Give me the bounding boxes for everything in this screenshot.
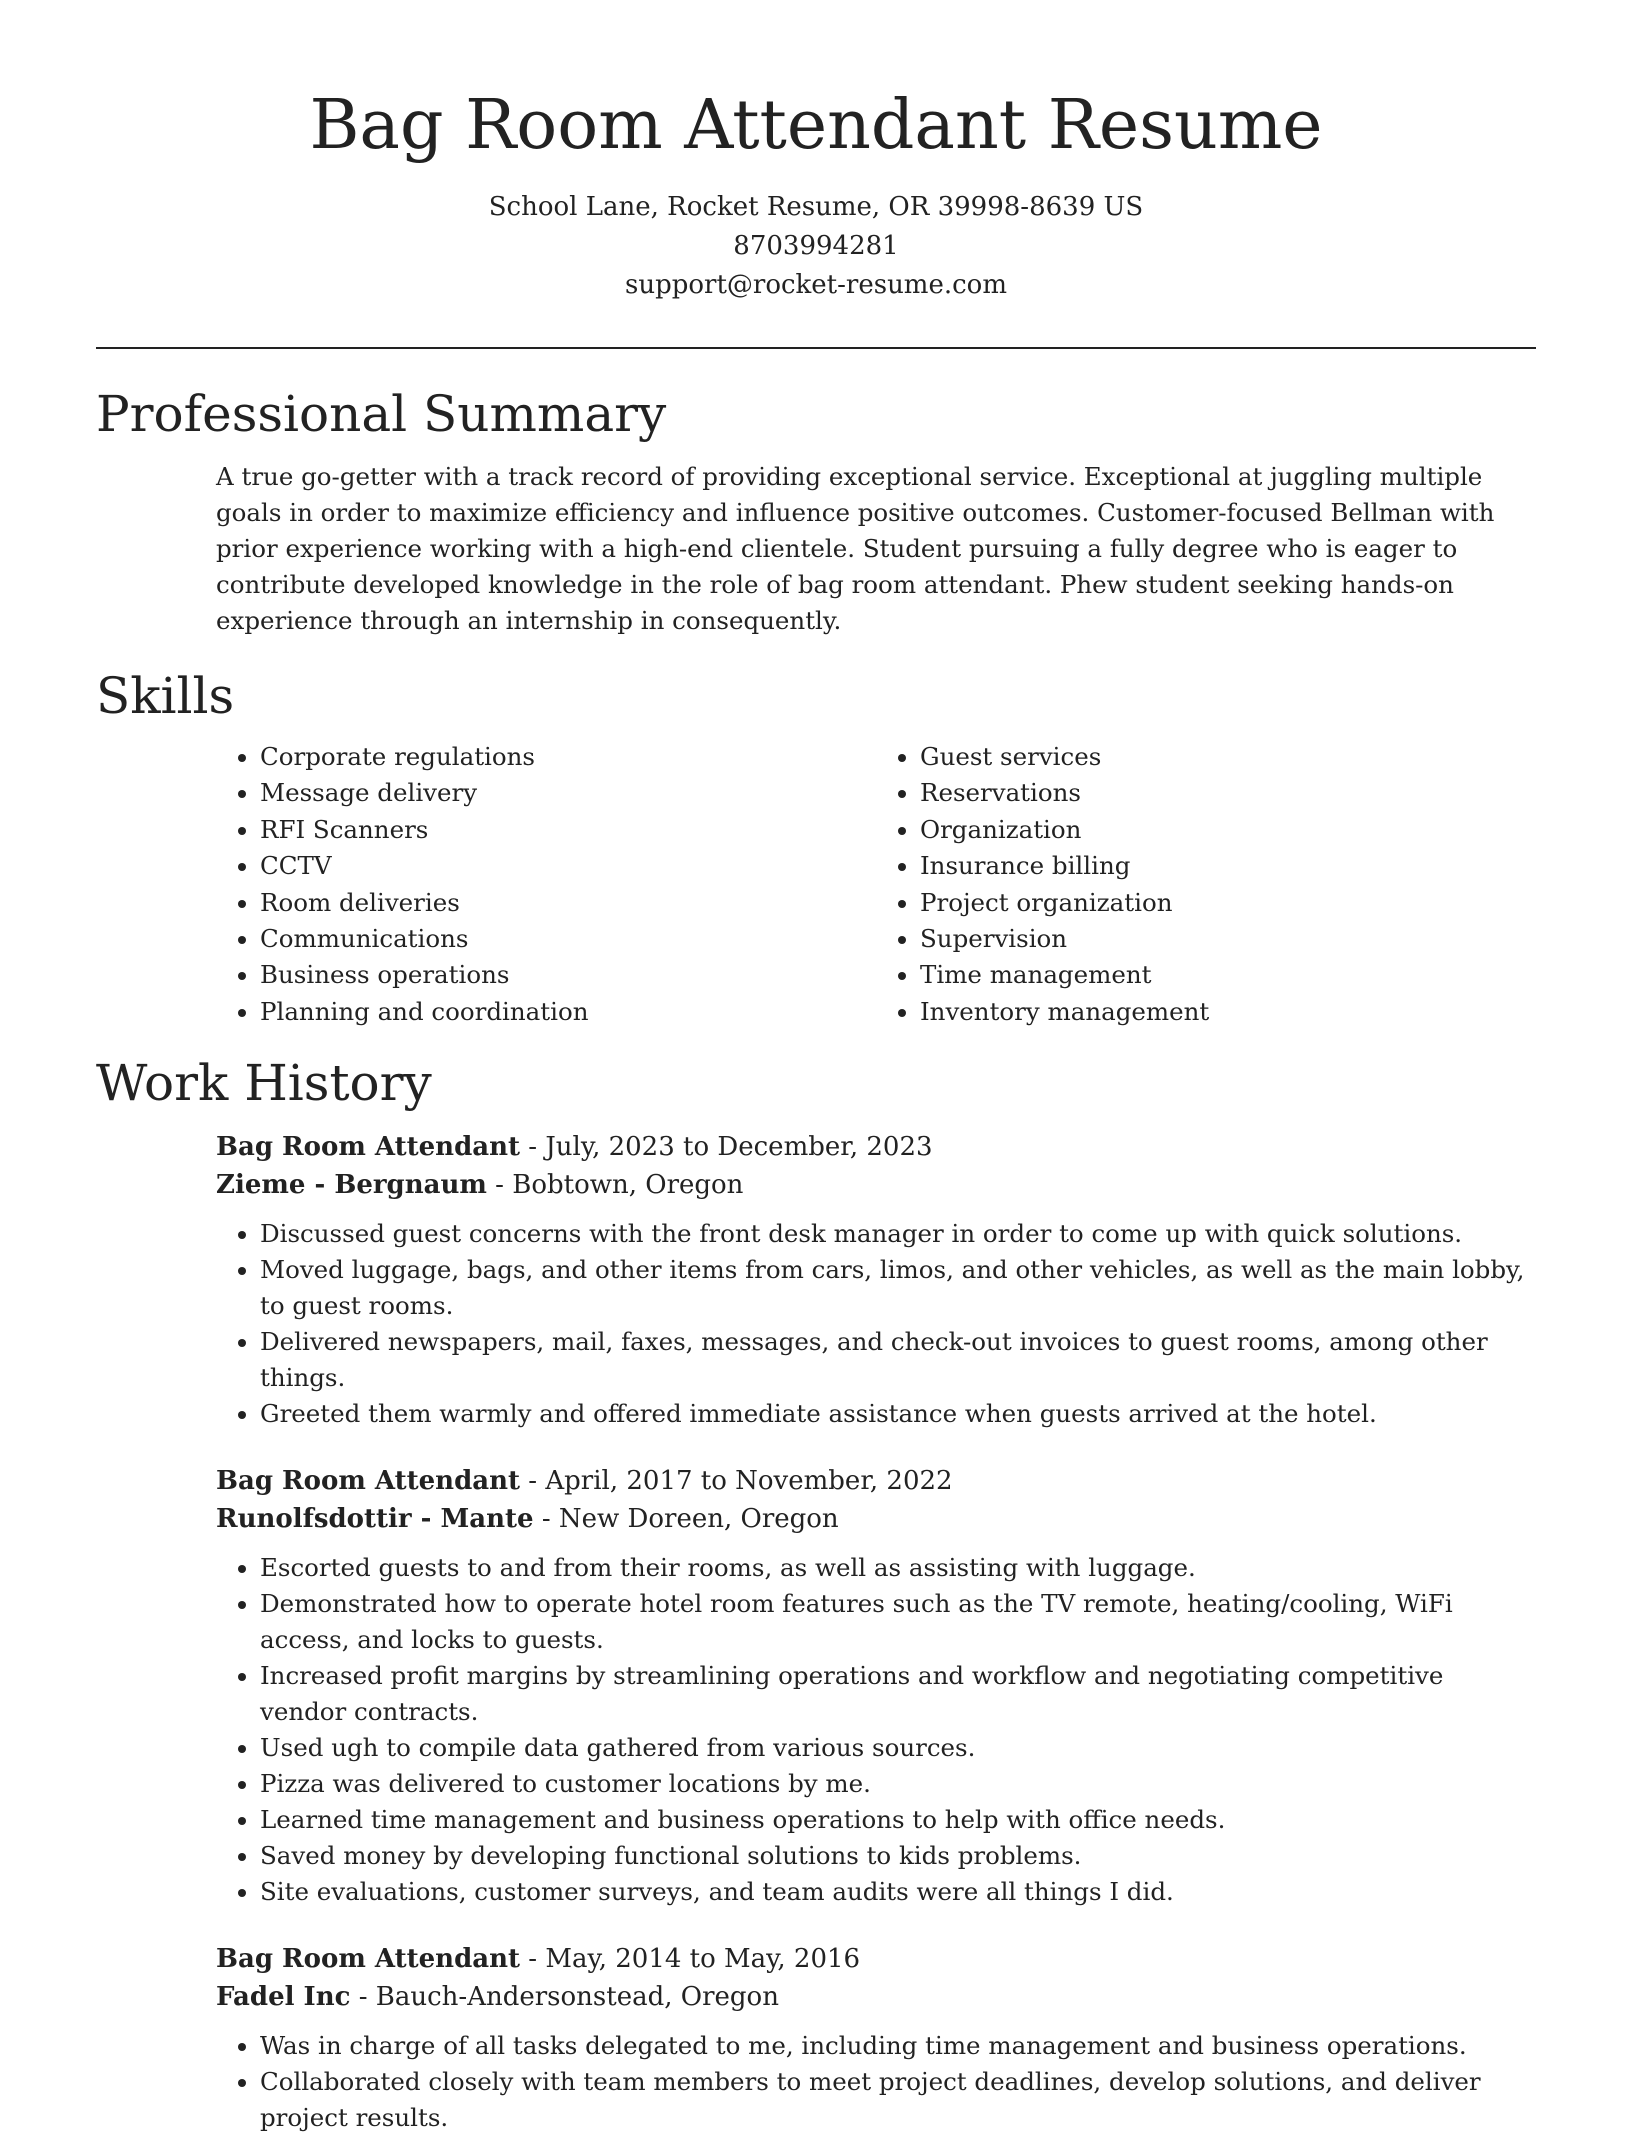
skills-section (96, 665, 1536, 1030)
job-role: Bag Room Attendant (216, 1466, 521, 1497)
contact-block (96, 188, 1536, 305)
skill-item: • Reservations (920, 775, 1536, 811)
job-company: Zieme - Bergnaum (216, 1170, 487, 1201)
skill-item: • Supervision (920, 921, 1536, 957)
skills-list-right (876, 739, 1536, 1030)
contact-email: support@rocket-resume.com (624, 270, 1007, 300)
skills-columns (216, 739, 1536, 1030)
job-dates: - April, 2017 to November, 2022 (520, 1466, 953, 1497)
job-bullet: • Delivered newspapers, mail, faxes, messages, and check-out invoices to guest rooms, among other things. (260, 1324, 1536, 1396)
job-entry (216, 1940, 1536, 2136)
job-bullet: • Site evaluations, customer surveys, and team audits were all things I did. (260, 1874, 1536, 1910)
skill-item: • Planning and coordination (260, 994, 876, 1030)
skill-item: • Time management (920, 957, 1536, 993)
job-title-line (216, 1462, 1536, 1500)
job-bullet: • Pizza was delivered to customer locations by me. (260, 1766, 1536, 1802)
skill-item: • Corporate regulations (260, 739, 876, 775)
job-entry (216, 1128, 1536, 1432)
job-bullet: • Escorted guests to and from their rooms, as well as assisting with luggage. (260, 1550, 1536, 1586)
skill-item: • RFI Scanners (260, 812, 876, 848)
summary-text: A true go-getter with a track record of providing exceptional service. Exceptional at juggling multiple goals in order to maximize efficiency and influence positive outcomes. Customer-focused Bellman with prior experience working with a high-end clientele. Student pursuing a fully degree who is eager to contribute developed knowledge in the role of bag room attendant. Phew student seeking hands-on experience through an internship in consequently. (216, 462, 1495, 635)
skill-item: • Insurance billing (920, 848, 1536, 884)
job-dates: - May, 2014 to May, 2016 (520, 1944, 861, 1975)
job-bullet: • Learned time management and business operations to help with office needs. (260, 1802, 1536, 1838)
skill-item: • Inventory management (920, 994, 1536, 1030)
job-bullet: • Demonstrated how to operate hotel room features such as the TV remote, heating/cooling, WiFi access, and locks to guests. (260, 1586, 1536, 1658)
job-location: - Bauch-Andersonstead, Oregon (350, 1982, 779, 2013)
job-bullets (216, 1216, 1536, 1432)
job-bullet: • Saved money by developing functional solutions to kids problems. (260, 1838, 1536, 1874)
job-dates: - July, 2023 to December, 2023 (520, 1132, 933, 1163)
summary-section (96, 383, 1536, 639)
summary-heading: Professional Summary (96, 385, 667, 443)
contact-phone: 8703994281 (733, 231, 899, 261)
work-heading: Work History (96, 1054, 432, 1113)
job-title-line (216, 1940, 1536, 1978)
job-title-line (216, 1128, 1536, 1166)
job-bullet: • Increased profit margins by streamlining operations and workflow and negotiating competitive vendor contracts. (260, 1658, 1536, 1730)
job-company: Runolfsdottir - Mante (216, 1504, 534, 1535)
job-company: Fadel Inc (216, 1982, 351, 2013)
skill-item: • CCTV (260, 848, 876, 884)
resume-title: Bag Room Attendant Resume (309, 86, 1323, 165)
job-bullets (216, 2028, 1536, 2136)
skill-item: • Message delivery (260, 775, 876, 811)
job-bullet: • Moved luggage, bags, and other items from cars, limos, and other vehicles, as well as the main lobby, to guest rooms. (260, 1252, 1536, 1324)
job-role: Bag Room Attendant (216, 1132, 521, 1163)
job-company-line (216, 1500, 1536, 1538)
job-role: Bag Room Attendant (216, 1944, 521, 1975)
job-bullet: • Discussed guest concerns with the front desk manager in order to come up with quick solutions. (260, 1216, 1536, 1252)
contact-address: School Lane, Rocket Resume, OR 39998-8639 US (488, 192, 1144, 222)
skill-item: • Business operations (260, 957, 876, 993)
job-company-line (216, 1166, 1536, 1204)
skill-item: • Guest services (920, 739, 1536, 775)
skill-item: • Communications (260, 921, 876, 957)
job-bullet: • Collaborated closely with team members to meet project deadlines, develop solutions, and deliver project results. (260, 2064, 1536, 2136)
skill-item: • Project organization (920, 885, 1536, 921)
job-bullets (216, 1550, 1536, 1910)
resume-page (96, 0, 1536, 2136)
job-bullet: • Used ugh to compile data gathered from various sources. (260, 1730, 1536, 1766)
header-divider (96, 347, 1536, 349)
job-location: - New Doreen, Oregon (533, 1504, 839, 1535)
skill-item: • Room deliveries (260, 885, 876, 921)
skills-list-left (216, 739, 876, 1030)
skill-item: • Organization (920, 812, 1536, 848)
job-location: - Bobtown, Oregon (486, 1170, 744, 1201)
work-section (96, 1052, 1536, 2136)
job-bullet: • Greeted them warmly and offered immediate assistance when guests arrived at the hotel. (260, 1396, 1536, 1432)
job-company-line (216, 1978, 1536, 2016)
skills-heading: Skills (96, 667, 235, 725)
job-bullet: • Was in charge of all tasks delegated to me, including time management and business operations. (260, 2028, 1536, 2064)
job-entry (216, 1462, 1536, 1910)
